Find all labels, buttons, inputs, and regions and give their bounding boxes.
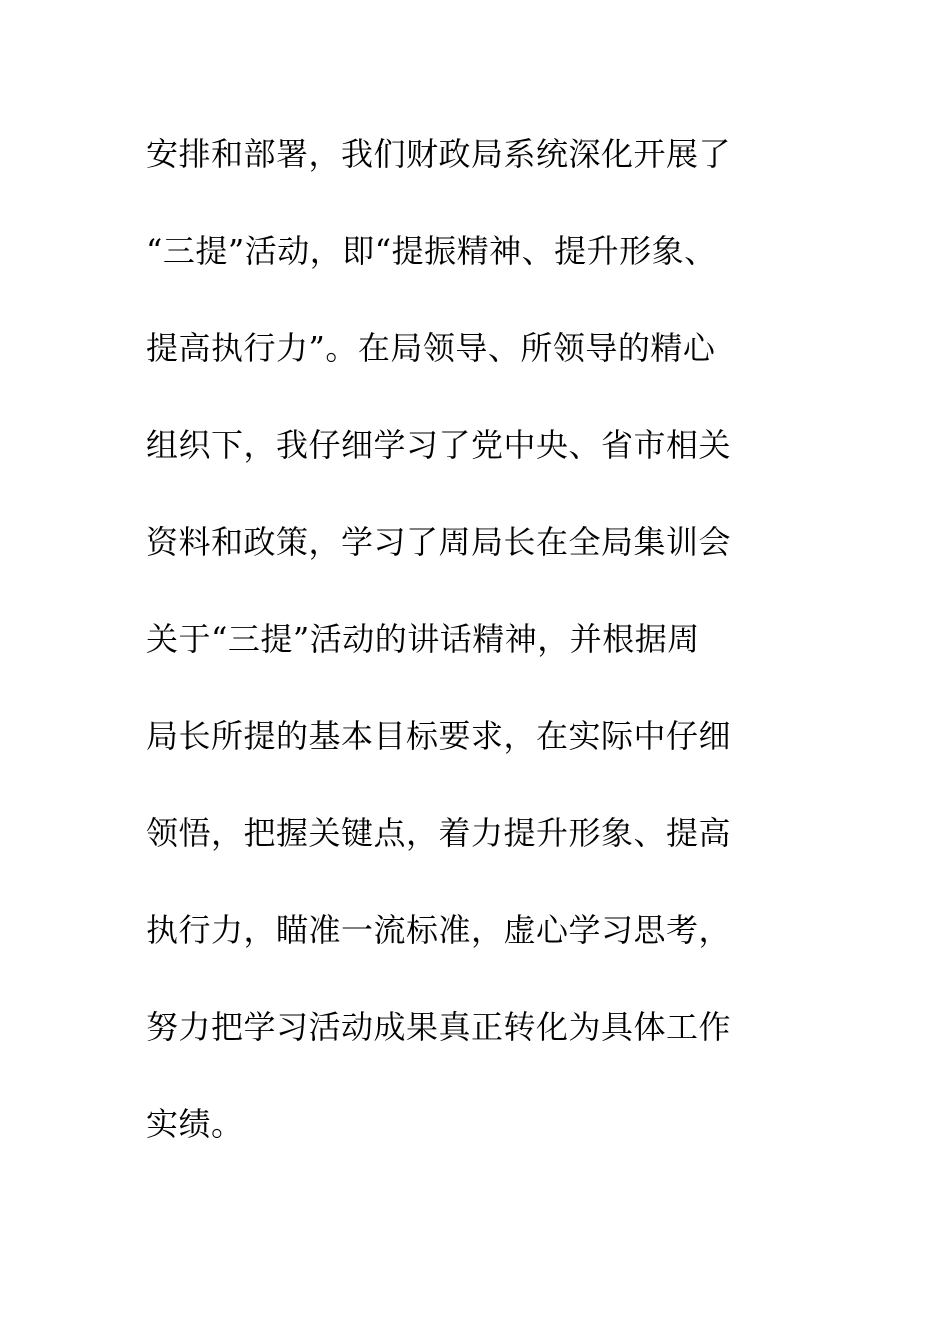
text-line-5: 资料和政策，学习了周局长在全局集训会 [146,523,732,561]
text-line-9: 执行力，瞄准一流标准，虚心学习思考， [146,911,732,949]
text-line-4: 组织下，我仔细学习了党中央、省市相关 [146,426,732,464]
text-line-10: 努力把学习活动成果真正转化为具体工作 [146,1008,732,1046]
text-line-2: “三提”活动，即“提振精神、提升形象、 [146,232,717,270]
text-line-6: 关于“三提”活动的讲话精神，并根据周 [146,620,700,658]
text-line-11: 实绩。 [146,1105,244,1143]
text-line-3: 提高执行力”。在局领导、所领导的精心 [146,329,716,367]
text-line-8: 领悟，把握关键点，着力提升形象、提高 [146,814,732,852]
text-line-1: 安排和部署，我们财政局系统深化开展了 [146,135,732,173]
text-line-7: 局长所提的基本目标要求，在实际中仔细 [146,717,732,755]
body-paragraph [146,122,826,1189]
